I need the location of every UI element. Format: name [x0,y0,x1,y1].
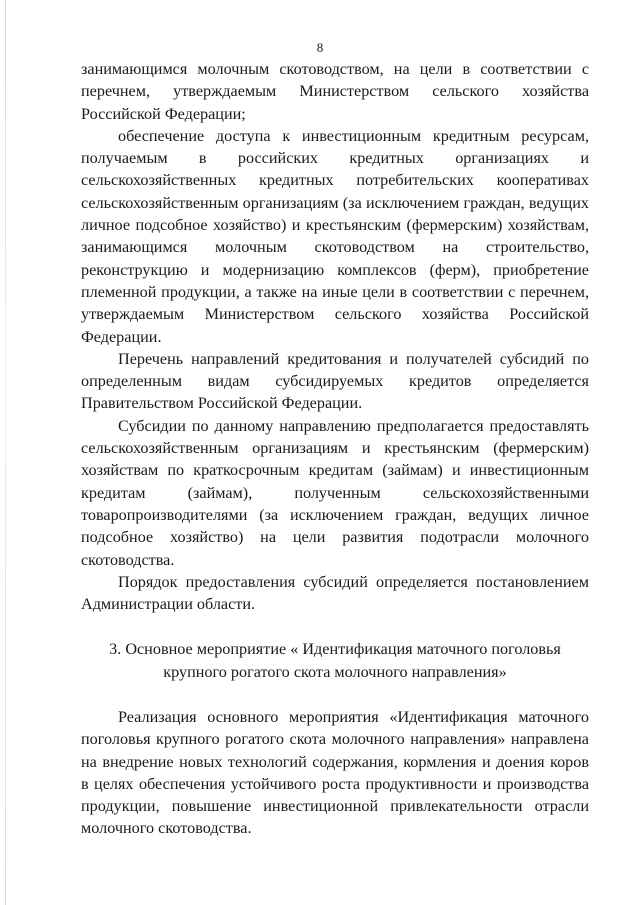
paragraph-4: Субсидии по данному направлению предполагается предоставлять сельскохозяйственным организациям и крестьянским (фермерским) хозяйствам по краткосрочным кредитам (займам) и инвестиционным кредитам (займам), полученным сельскохозяйственными товаропроизводителями (за исключением граждан, ведущих личное подсобное хозяйство) на цели развития подотрасли молочного скотоводства. [81,416,589,569]
paragraph-5: Порядок предоставления субсидий определяется постановлением Администрации области. [81,572,589,614]
paragraph-1: занимающимся молочным скотоводством, на цели в соответствии с перечнем, утверждаемым Министерством сельского хозяйства Российской Федерации; [81,60,589,123]
page-number: 8 [316,40,324,55]
section-heading [81,638,589,684]
final-paragraph: Реализация основного мероприятия «Идентификация маточного поголовья крупного рогатого скота молочного направления» направлена на внедрение новых технологий содержания, кормления и доения коров в целях обеспечения устойчивого роста продуктивности и производства продукции, повышение инвестиционной привлекательности отрасли молочного скотоводства. [81,708,589,838]
paragraph-2: обеспечение доступа к инвестиционным кредитным ресурсам, получаемым в российских кредитных организациях и сельскохозяйственных кредитных потребительских кооперативах сельскохозяйственным организациям (за исключением граждан, ведущих личное подсобное хозяйство) и крестьянским (фермерским) хозяйствам, занимающимся молочным скотоводством на строительство, реконструкцию и модернизацию комплексов (ферм), приобретение племенной продукции, а также на иные цели в соответствии с перечнем, утверждаемым Министерством сельского хозяйства Российской Федерации. [81,126,589,346]
section-heading-line-2: крупного рогатого скота молочного направления» [163,663,507,681]
section-heading-line-1: 3. Основное мероприятие « Идентификация маточного поголовья [109,640,561,658]
body-text [81,58,589,615]
scan-edge-line [5,0,6,905]
paragraph-3: Перечень направлений кредитования и получателей субсидий по определенным видам субсидируемых кредитов определяется Правительством Российской Федерации. [81,349,589,413]
